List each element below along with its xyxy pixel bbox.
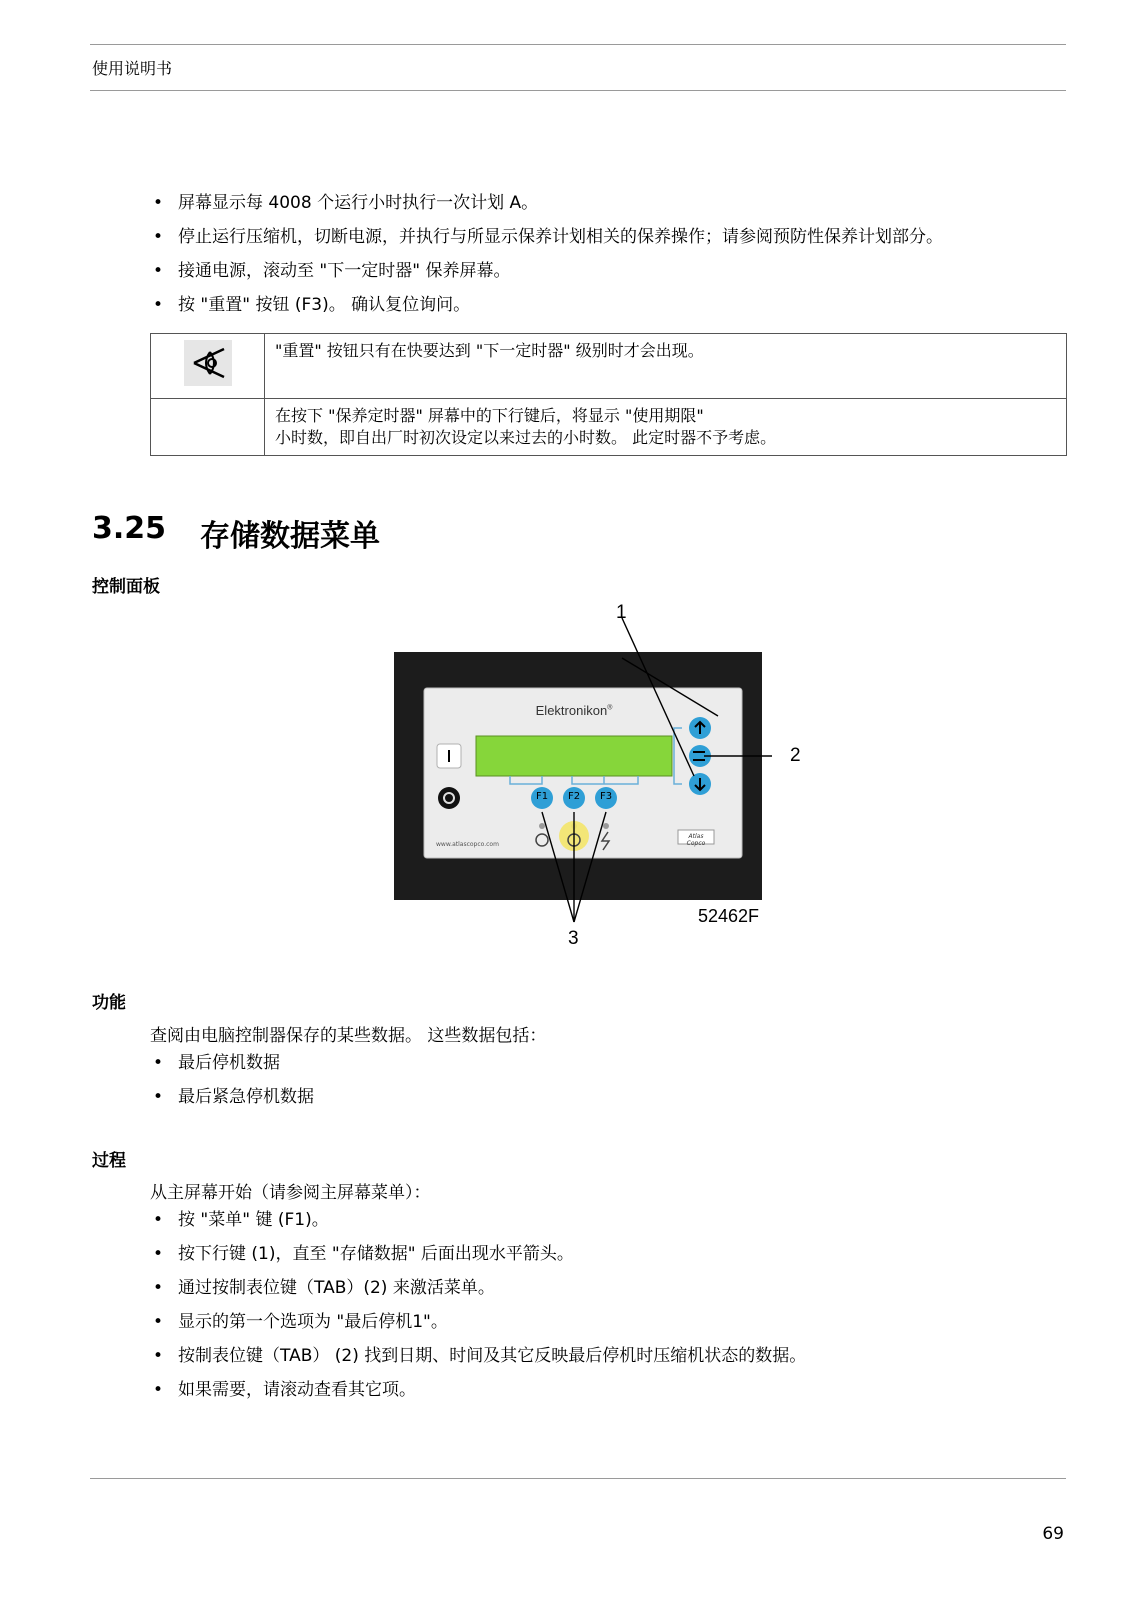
intro-bullet-list <box>150 186 943 322</box>
function-heading: 功能 <box>92 993 126 1013</box>
header-top-rule <box>90 44 1066 45</box>
f1-key-label[interactable]: F1 <box>535 791 549 802</box>
list-item: • 通过按制表位键（TAB）(2) 来激活菜单。 <box>150 1271 806 1305</box>
note-empty-cell <box>151 399 265 456</box>
stop-button <box>438 787 460 809</box>
list-item: • 最后停机数据 <box>150 1046 314 1080</box>
note-line: 小时数，即自出厂时初次设定以来过去的小时数。 此定时器不予考虑。 <box>275 428 777 447</box>
function-bullet-list <box>150 1046 314 1114</box>
callout-2: 2 <box>790 745 801 766</box>
control-panel-figure <box>380 600 800 960</box>
procedure-bullet-list <box>150 1203 806 1407</box>
note-text-cell: "重置" 按钮只有在快要达到 "下一定时器" 级别时才会出现。 <box>265 334 1067 399</box>
list-item: • 最后紧急停机数据 <box>150 1080 314 1114</box>
website-text: www.atlascopco.com <box>436 841 499 848</box>
procedure-heading: 过程 <box>92 1151 126 1171</box>
page-number: 69 <box>1042 1524 1064 1544</box>
list-item: • 如果需要，请滚动查看其它项。 <box>150 1373 806 1407</box>
procedure-intro: 从主屏幕开始（请参阅主屏幕菜单）： <box>150 1183 431 1203</box>
list-item: • 显示的第一个选项为 "最后停机1"。 <box>150 1305 806 1339</box>
led-indicator <box>539 823 545 829</box>
list-item: • 停止运行压缩机，切断电源，并执行与所显示保养计划相关的保养操作；请参阅预防性保养计划部分。 <box>150 220 943 254</box>
document-header-title: 使用说明书 <box>92 59 173 78</box>
function-intro: 查阅由电脑控制器保存的某些数据。 这些数据包括： <box>150 1026 547 1046</box>
callout-3: 3 <box>568 928 579 949</box>
led-indicator <box>603 823 609 829</box>
list-item: • 接通电源，滚动至 "下一定时器" 保养屏幕。 <box>150 254 943 288</box>
section-title: 存储数据菜单 <box>200 519 380 554</box>
notes-table <box>150 333 1067 456</box>
note-text-cell <box>265 399 1067 456</box>
table-row <box>151 334 1067 399</box>
table-row <box>151 399 1067 456</box>
callout-1: 1 <box>616 602 627 623</box>
list-item: • 按 "重置" 按钮 (F3)。 确认复位询问。 <box>150 288 943 322</box>
list-item: • 按制表位键（TAB） (2) 找到日期、时间及其它反映最后停机时压缩机状态的数据。 <box>150 1339 806 1373</box>
list-item: • 屏幕显示每 4008 个运行小时执行一次计划 A。 <box>150 186 943 220</box>
lcd-display <box>476 736 672 776</box>
brand-name: Elektronikon® <box>535 703 613 718</box>
brand-logo-text: Atlas Copco <box>686 833 706 847</box>
section-number: 3.25 <box>92 511 167 546</box>
note-icon-cell <box>151 334 265 399</box>
figure-code: 52462F <box>698 906 760 926</box>
header-bottom-rule <box>90 90 1066 91</box>
eye-icon <box>184 340 232 386</box>
control-panel-heading: 控制面板 <box>92 577 160 597</box>
footer-rule <box>90 1478 1066 1479</box>
note-line: 在按下 "保养定时器" 屏幕中的下行键后，将显示 "使用期限" <box>275 406 704 425</box>
list-item: • 按下行键 (1)，直至 "存储数据" 后面出现水平箭头。 <box>150 1237 806 1271</box>
f2-key-label[interactable]: F2 <box>567 791 581 802</box>
list-item: • 按 "菜单" 键 (F1)。 <box>150 1203 806 1237</box>
f3-key-label[interactable]: F3 <box>599 791 613 802</box>
